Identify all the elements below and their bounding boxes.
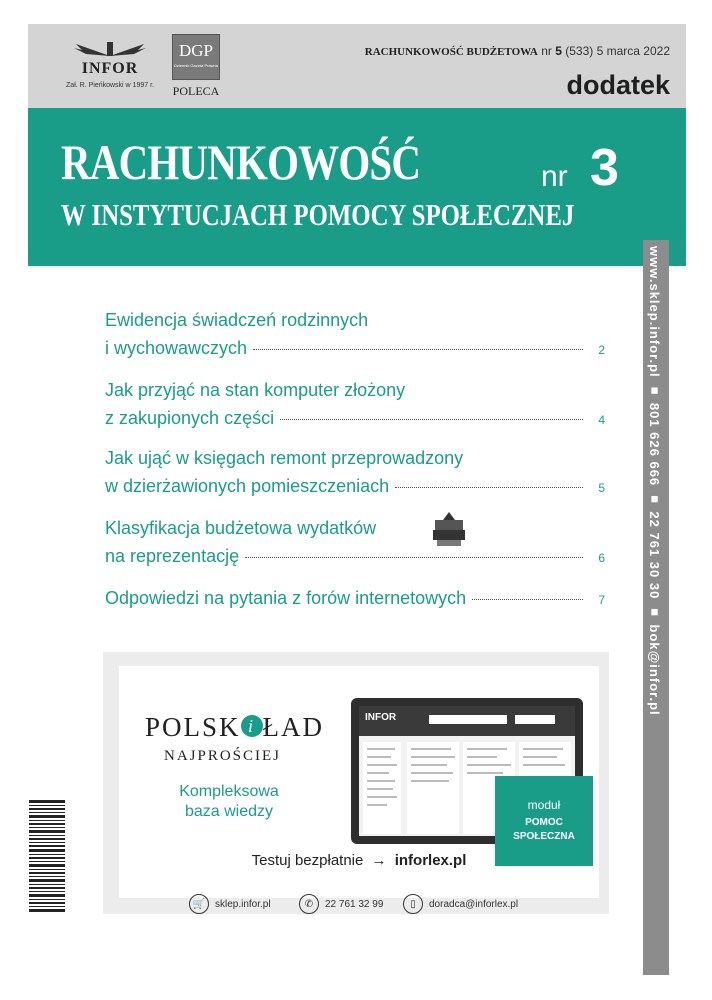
module-label: moduł: [527, 798, 561, 812]
dgp-recommends: POLECA: [172, 84, 220, 98]
tablet-side-menu: [363, 742, 401, 834]
contact-sidebar: [643, 240, 669, 975]
contact-email[interactable]: [403, 892, 518, 916]
toc-item-title-line1: Klasyfikacja budżetowa wydatków: [105, 518, 377, 538]
dgp-logo-abbr: DGP: [178, 41, 213, 60]
infor-logo[interactable]: [62, 40, 158, 100]
tablet-logo: INFOR: [365, 712, 397, 723]
contact-shop-text: sklep.infor.pl: [215, 898, 271, 910]
award-badge-icon: [431, 510, 467, 548]
toc-page-number: 7: [598, 593, 605, 607]
toc-item[interactable]: [105, 306, 605, 364]
try-free-text: Testuj bezpłatnie: [251, 852, 364, 869]
knowledge-base-line2: baza wiedzy: [184, 803, 274, 820]
dgp-logo[interactable]: [168, 34, 224, 102]
tablet-search-field: [429, 715, 507, 724]
title-line-2: W INSTYTUCJACH POMOCY SPOŁECZNEJ: [61, 197, 575, 232]
toc-item-title: Odpowiedzi na pytania z forów internetowych: [105, 588, 467, 608]
infor-logo-name: INFOR: [81, 60, 139, 77]
polski-lad-title-left: POLSK: [145, 712, 241, 742]
wings-icon: [72, 40, 148, 58]
promo-box: [103, 652, 609, 914]
toc-page-number: 6: [598, 551, 605, 565]
toc-leader-dots: [472, 598, 583, 600]
polski-lad-title: [145, 712, 324, 743]
toc-page-number: 4: [598, 413, 605, 427]
polski-lad-i-icon: i: [241, 715, 263, 737]
knowledge-base-caption: [159, 782, 299, 822]
module-name: [495, 816, 593, 844]
toc-leader-dots: [245, 556, 583, 558]
toc-item-title-line2: na reprezentację: [105, 546, 240, 566]
toc-item-title-line1: Jak ująć w księgach remont przeprowadzony: [105, 448, 464, 468]
issue-prefix: nr: [541, 44, 552, 58]
toc-item-title-line1: Jak przyjąć na stan komputer złożony: [105, 380, 406, 400]
module-name-line2: SPOŁECZNA: [513, 831, 575, 842]
infor-founder-note: Zał. R. Pieńkowski w 1997 r.: [66, 82, 154, 89]
toc-item[interactable]: [105, 376, 605, 434]
contact-phone-text: 22 761 32 99: [325, 898, 384, 910]
contact-email-text: doradca@inforlex.pl: [429, 898, 519, 910]
title-line-1: RACHUNKOWOŚĆ: [61, 134, 421, 190]
publication-name: RACHUNKOWOŚĆ BUDŻETOWA: [364, 46, 538, 58]
arrow-right-icon: →: [371, 852, 387, 869]
polski-lad-subtitle: NAJPROŚCIEJ: [164, 748, 282, 764]
barcode-icon: [29, 800, 65, 912]
toc-item-title-line2: w dzierżawionych pomieszczeniach: [105, 476, 390, 496]
try-free-line[interactable]: [119, 852, 599, 869]
title-banner: [28, 108, 686, 266]
toc-item-title-line1: Ewidencja świadczeń rodzinnych: [105, 310, 369, 330]
issue-date: 5 marca 2022: [596, 44, 670, 58]
toc-leader-dots: [280, 418, 583, 420]
sidebar-contact-text[interactable]: www.sklep.infor.pl ■ 801 626 666 ■ 22 761 30 30 ■ bok@infor.pl: [647, 246, 662, 716]
issue-total: (533): [565, 44, 594, 58]
polski-lad-title-right: ŁAD: [262, 712, 325, 742]
toc-leader-dots: [395, 486, 583, 488]
knowledge-base-line1: Kompleksowa: [179, 783, 279, 800]
toc-item[interactable]: [105, 444, 605, 502]
tablet-column: [407, 742, 459, 834]
mouse-icon: ▯: [403, 894, 423, 914]
contact-shop[interactable]: [189, 892, 271, 916]
supplement-label: dodatek: [566, 70, 670, 100]
toc-page-number: 5: [598, 481, 605, 495]
toc-item-title-line2: i wychowawczych: [105, 338, 248, 358]
dgp-logo-full: Dziennik Gazeta Prawna: [173, 63, 219, 68]
module-name-line1: POMOC: [525, 817, 563, 828]
toc-leader-dots: [253, 348, 583, 350]
tablet-search-button: [515, 715, 555, 724]
issue-line: [365, 44, 670, 58]
contact-phone[interactable]: [299, 892, 383, 916]
issue-number: 5: [555, 44, 562, 58]
cart-icon: 🛒: [189, 894, 209, 914]
inforlex-link[interactable]: inforlex.pl: [394, 852, 467, 869]
supplement-nr-label: nr: [541, 160, 568, 193]
promo-inner[interactable]: [119, 666, 599, 898]
toc-page-number: 2: [598, 343, 605, 357]
toc-item-title-line2: z zakupionych części: [105, 408, 275, 428]
contact-row: [103, 892, 609, 916]
supplement-nr-value: 3: [590, 139, 619, 197]
header-bar: [28, 24, 686, 108]
dgp-logo-box: [172, 34, 220, 80]
phone-icon: ✆: [299, 894, 319, 914]
toc-item[interactable]: [105, 584, 605, 614]
toc-item[interactable]: [105, 514, 605, 572]
